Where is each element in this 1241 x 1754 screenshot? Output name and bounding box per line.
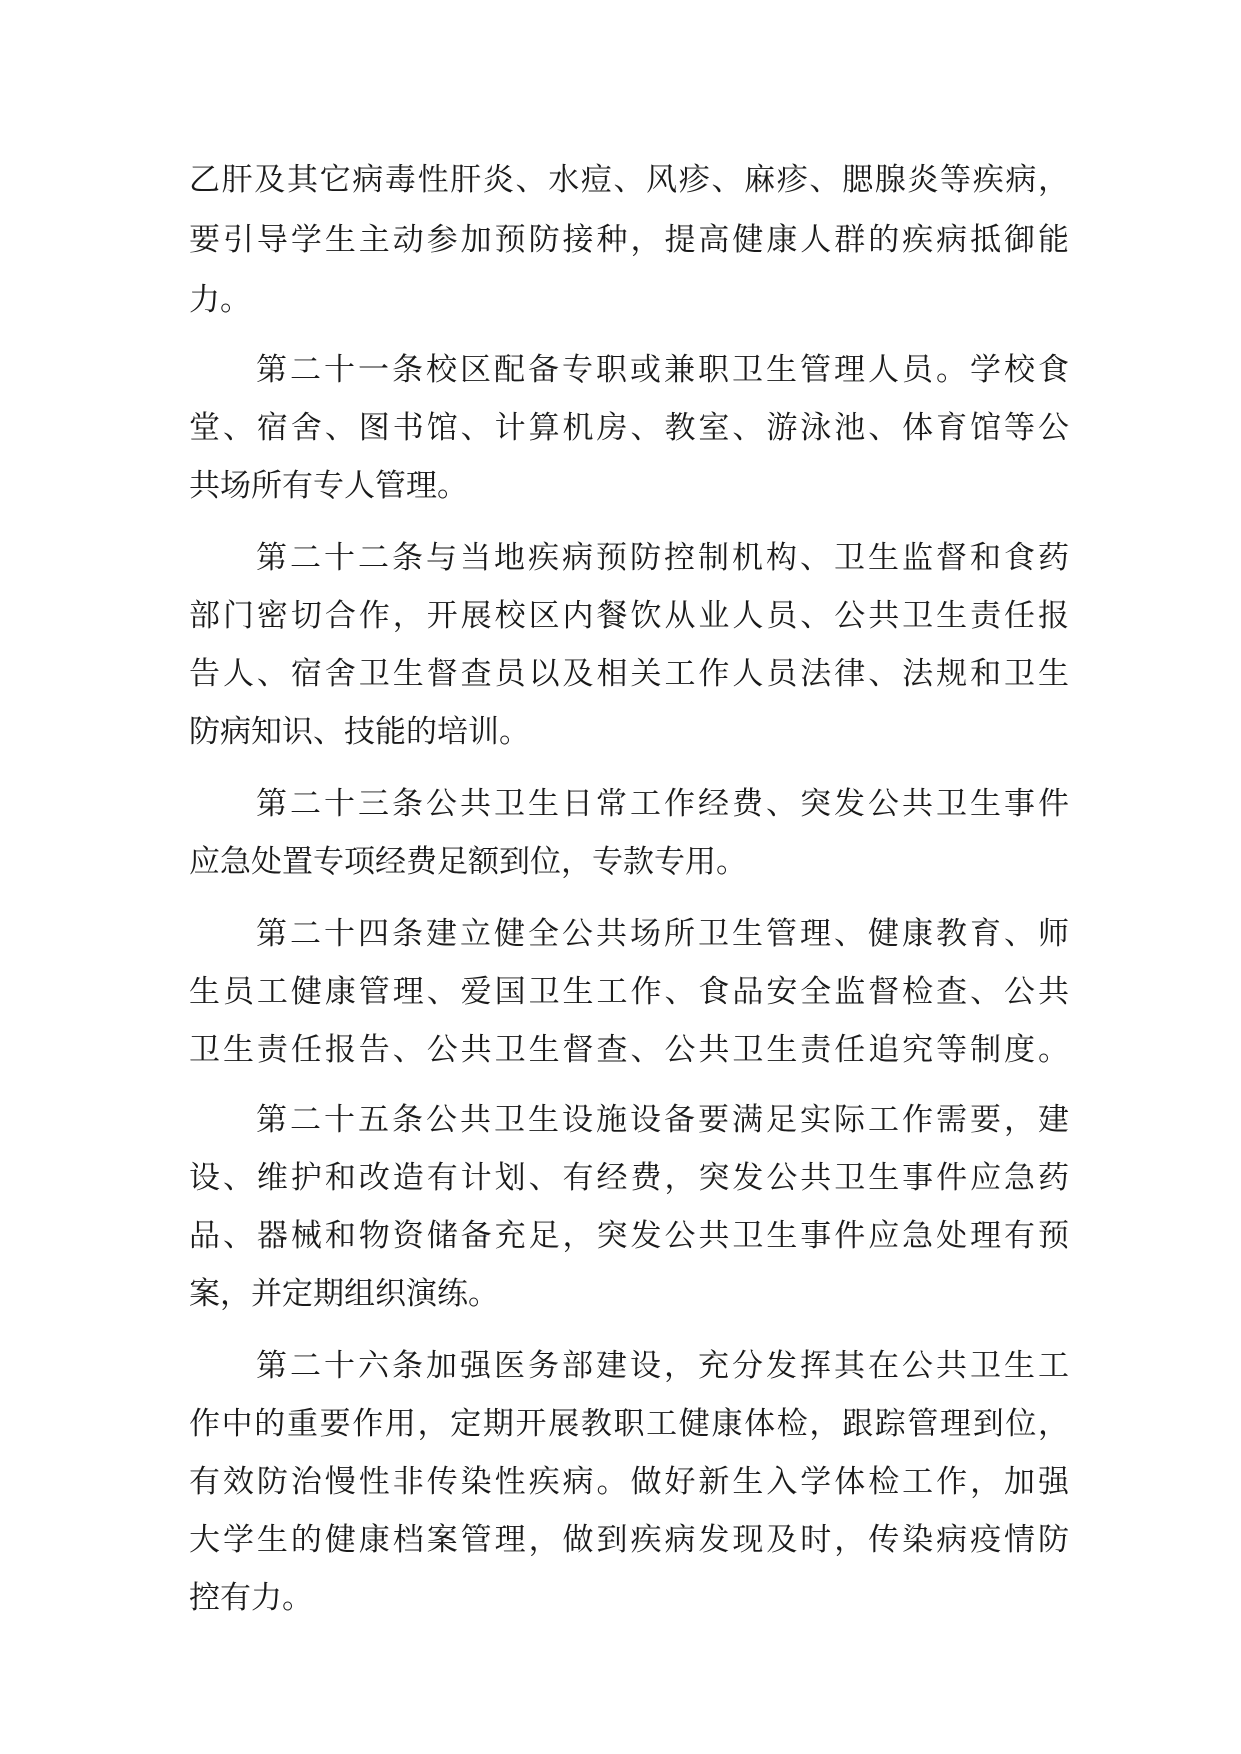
text-line: 告人、宿舍卫生督查员以及相关工作人员法律、法规和卫生: [189, 656, 1069, 692]
text-line: 堂、宿舍、图书馆、计算机房、教室、游泳池、体育馆等公: [189, 410, 1069, 446]
text-line: 卫生责任报告、公共卫生督查、公共卫生责任追究等制度。: [189, 1032, 1069, 1068]
article-21-first-line: 第二十一条校区配备专职或兼职卫生管理人员。学校食: [256, 352, 1069, 388]
text-line: 力。: [189, 282, 251, 318]
article-23-first-line: 第二十三条公共卫生日常工作经费、突发公共卫生事件: [256, 786, 1069, 822]
text-line: 应急处置专项经费足额到位，专款专用。: [189, 844, 747, 880]
text-line: 防病知识、技能的培训。: [189, 714, 530, 750]
text-line: 设、维护和改造有计划、有经费，突发公共卫生事件应急药: [189, 1160, 1069, 1196]
text-line: 有效防治慢性非传染性疾病。做好新生入学体检工作，加强: [189, 1464, 1069, 1500]
text-line: 案，并定期组织演练。: [189, 1276, 499, 1312]
article-22-first-line: 第二十二条与当地疾病预防控制机构、卫生监督和食药: [256, 540, 1069, 576]
text-line: 大学生的健康档案管理，做到疾病发现及时，传染病疫情防: [189, 1522, 1069, 1558]
article-24-first-line: 第二十四条建立健全公共场所卫生管理、健康教育、师: [256, 916, 1069, 952]
article-25-first-line: 第二十五条公共卫生设施设备要满足实际工作需要，建: [256, 1102, 1069, 1138]
text-line: 生员工健康管理、爱国卫生工作、食品安全监督检查、公共: [189, 974, 1069, 1010]
text-line: 部门密切合作，开展校区内餐饮从业人员、公共卫生责任报: [189, 598, 1069, 634]
text-line: 控有力。: [189, 1580, 313, 1616]
text-line: 作中的重要作用，定期开展教职工健康体检，跟踪管理到位，: [189, 1406, 1069, 1442]
article-26-first-line: 第二十六条加强医务部建设，充分发挥其在公共卫生工: [256, 1348, 1069, 1384]
text-line: 乙肝及其它病毒性肝炎、水痘、风疹、麻疹、腮腺炎等疾病，: [189, 162, 1069, 198]
text-line: 共场所有专人管理。: [189, 468, 468, 504]
text-line: 要引导学生主动参加预防接种，提高健康人群的疾病抵御能: [189, 222, 1069, 258]
text-line: 品、器械和物资储备充足，突发公共卫生事件应急处理有预: [189, 1218, 1069, 1254]
